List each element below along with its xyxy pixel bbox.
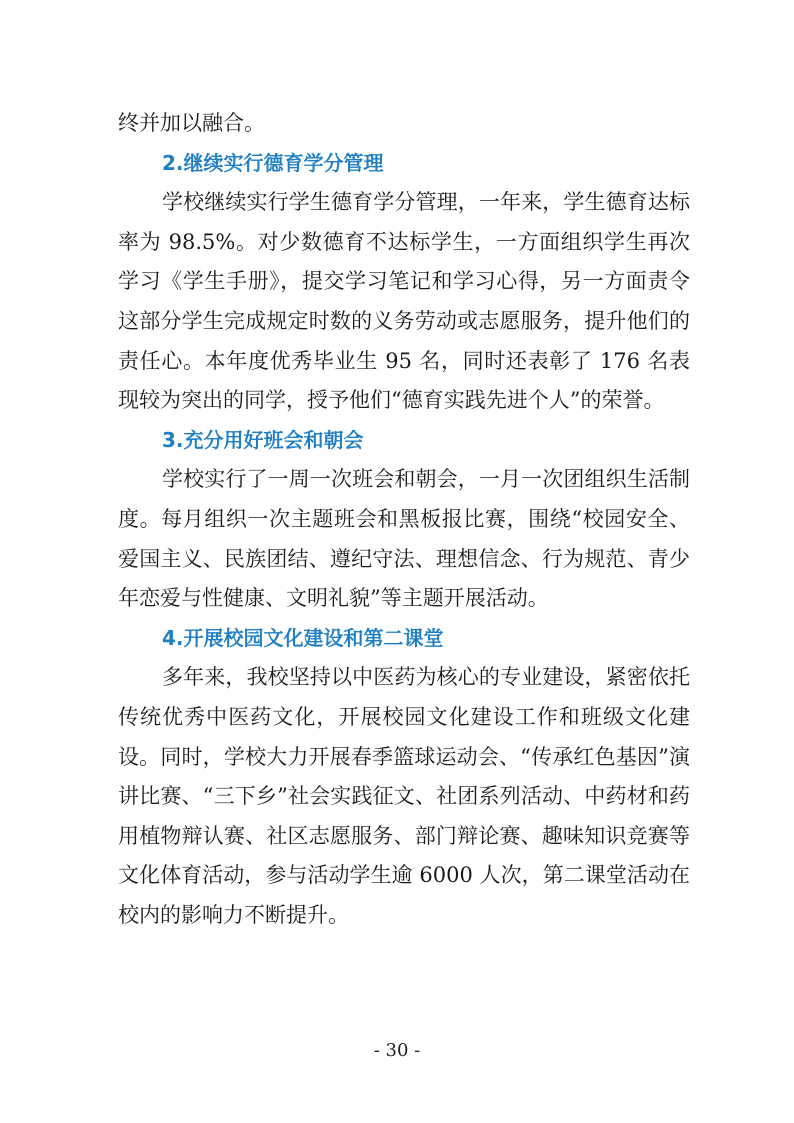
section-heading-4: 4.开展校园文化建设和第二课堂 (162, 625, 444, 650)
section-heading-3: 3.充分用好班会和朝会 (162, 427, 364, 452)
page-number: - 30 - (373, 1040, 421, 1061)
paragraph-class-meetings: 学校实行了一周一次班会和朝会，一月一次团组织生活制度。每月组织一次主题班会和黑板报比赛，围绕“校园安全、爱国主义、民族团结、遵纪守法、理想信念、行为规范、青少年恋爱与性健康、文明礼貌”等主题开展活动。 (118, 467, 690, 611)
paragraph-campus-culture: 多年来，我校坚持以中医药为核心的专业建设，紧密依托传统优秀中医药文化，开展校园文化建设工作和班级文化建设。同时，学校大力开展春季篮球运动会、“传承红色基因”演讲比赛、“三下乡”社会实践征文、社团系列活动、中药材和药用植物辩认赛、社区志愿服务、部门辩论赛、趣味知识竞赛等文化体育活动，参与活动学生逾 6000 人次，第二课堂活动在校内的影响力不断提升。 (118, 665, 690, 927)
paragraph-continuation: 终并加以融合。 (118, 111, 265, 135)
paragraph-moral-credit: 学校继续实行学生德育学分管理，一年来，学生德育达标率为 98.5%。对少数德育不达标学生，一方面组织学生再次学习《学生手册》，提交学习笔记和学习心得，另一方面责令这部分学生完成规定时数的义务劳动或志愿服务，提升他们的责任心。本年度优秀毕业生 95 名，同时还表彰了 176 名表现较为突出的同学，授予他们“德育实践先进个人”的荣誉。 (118, 190, 690, 413)
section-heading-2: 2.继续实行德育学分管理 (162, 150, 384, 175)
document-body (118, 104, 690, 935)
